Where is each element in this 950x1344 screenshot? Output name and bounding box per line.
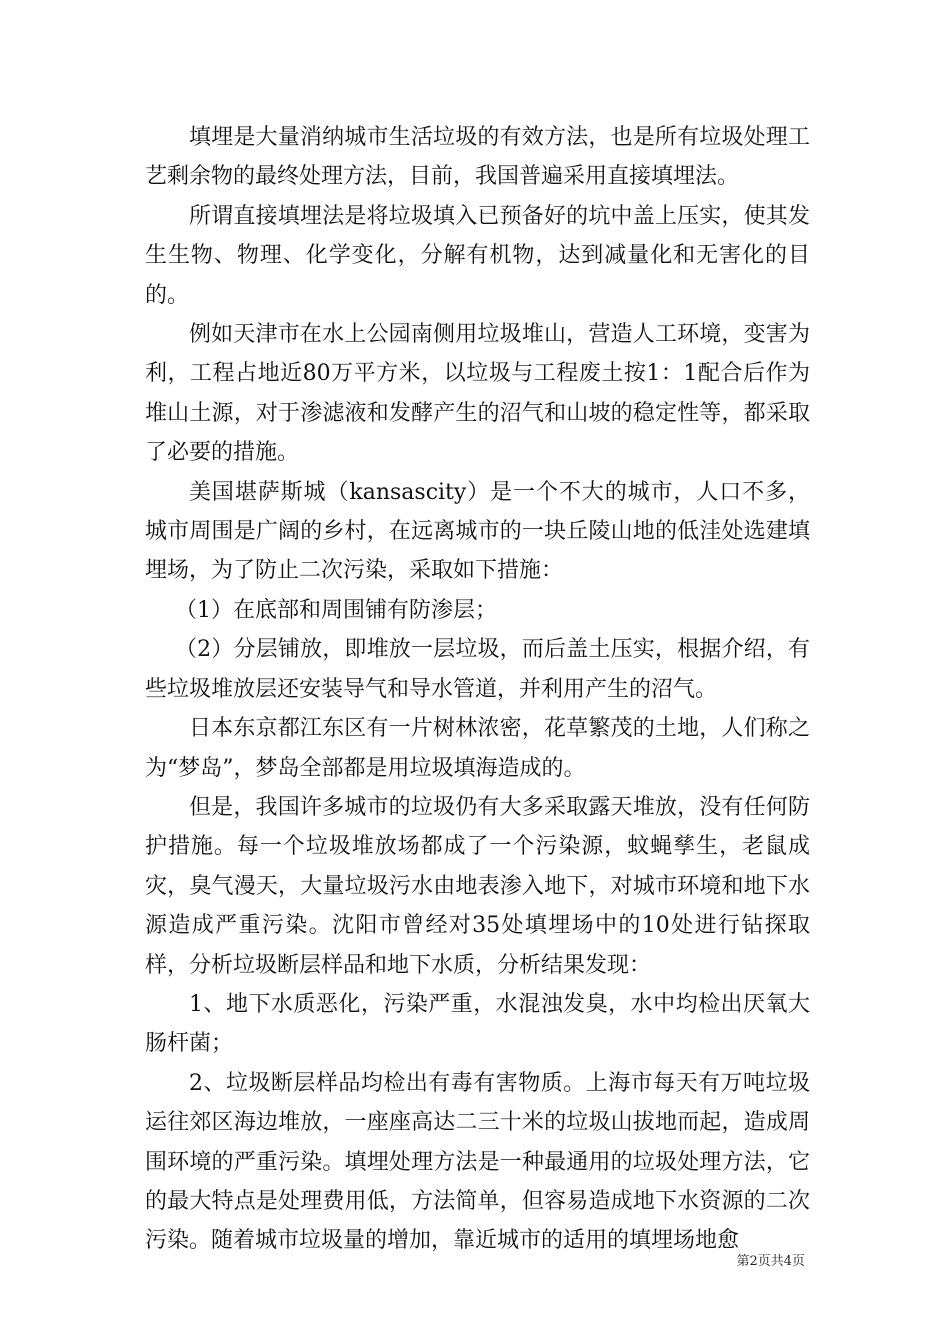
paragraph-landfill-intro: 填埋是大量消纳城市生活垃圾的有效方法，也是所有垃圾处理工艺剩余物的最终处理方法，目前，我国普遍采用直接填埋法。 [145, 125, 810, 190]
paragraph-direct-landfill-definition: 所谓直接填埋法是将垃圾填入已预备好的坑中盖上压实，使其发生生物、物理、化学变化，分解有机物，达到减量化和无害化的目的。 [145, 203, 810, 308]
list-item-measure-1: （1）在底部和周围铺有防渗层； [175, 597, 497, 623]
paragraph-china-open-dumping: 但是，我国许多城市的垃圾仍有大多采取露天堆放，没有任何防护措施。每一个垃圾堆放场都成了一个污染源，蚊蝇孳生，老鼠成灾，臭气漫天，大量垃圾污水由地表渗入地下，对城市环境和地下水源造成严重污染。沈阳市曾经对35处填埋场中的10处进行钻探取样，分析垃圾断层样品和地下水质，分析结果发现： [145, 794, 810, 978]
paragraph-finding-2: 2、垃圾断层样品均检出有毒有害物质。上海市每天有万吨垃圾运往郊区海边堆放，一座座高达二三十米的垃圾山拔地而起，造成周围环境的严重污染。填埋处理方法是一种最通用的垃圾处理方法，它的最大特点是处理费用低，方法简单，但容易造成地下水资源的二次污染。随着城市垃圾量的增加，靠近城市的适用的填埋场地愈 [145, 1070, 810, 1254]
paragraph-kansas-city-example: 美国堪萨斯城（kansascity）是一个不大的城市，人口不多，城市周围是广阔的乡村，在远离城市的一块丘陵山地的低洼处选建填埋场，为了防止二次污染，采取如下措施： [145, 479, 810, 584]
paragraph-tianjin-example: 例如天津市在水上公园南侧用垃圾堆山，营造人工环境，变害为利，工程占地近80万平方米，以垃圾与工程废土按1：1配合后作为堆山土源，对于渗滤液和发酵产生的沼气和山坡的稳定性等，都采取了必要的措施。 [145, 322, 810, 466]
paragraph-tokyo-dream-island: 日本东京都江东区有一片树林浓密，花草繁茂的土地，人们称之为“梦岛”，梦岛全部都是用垃圾填海造成的。 [145, 716, 810, 781]
body-text [145, 118, 810, 1261]
paragraph-finding-1: 1、地下水质恶化，污染严重，水混浊发臭，水中均检出厌氧大肠杆菌； [145, 991, 810, 1057]
list-item-measure-2: （2）分层铺放，即堆放一层垃圾，而后盖土压实，根据介绍，有些垃圾堆放层还安装导气和导水管道，并利用产生的沼气。 [145, 637, 810, 702]
page-number: 第2页共4页 [736, 1254, 805, 1269]
